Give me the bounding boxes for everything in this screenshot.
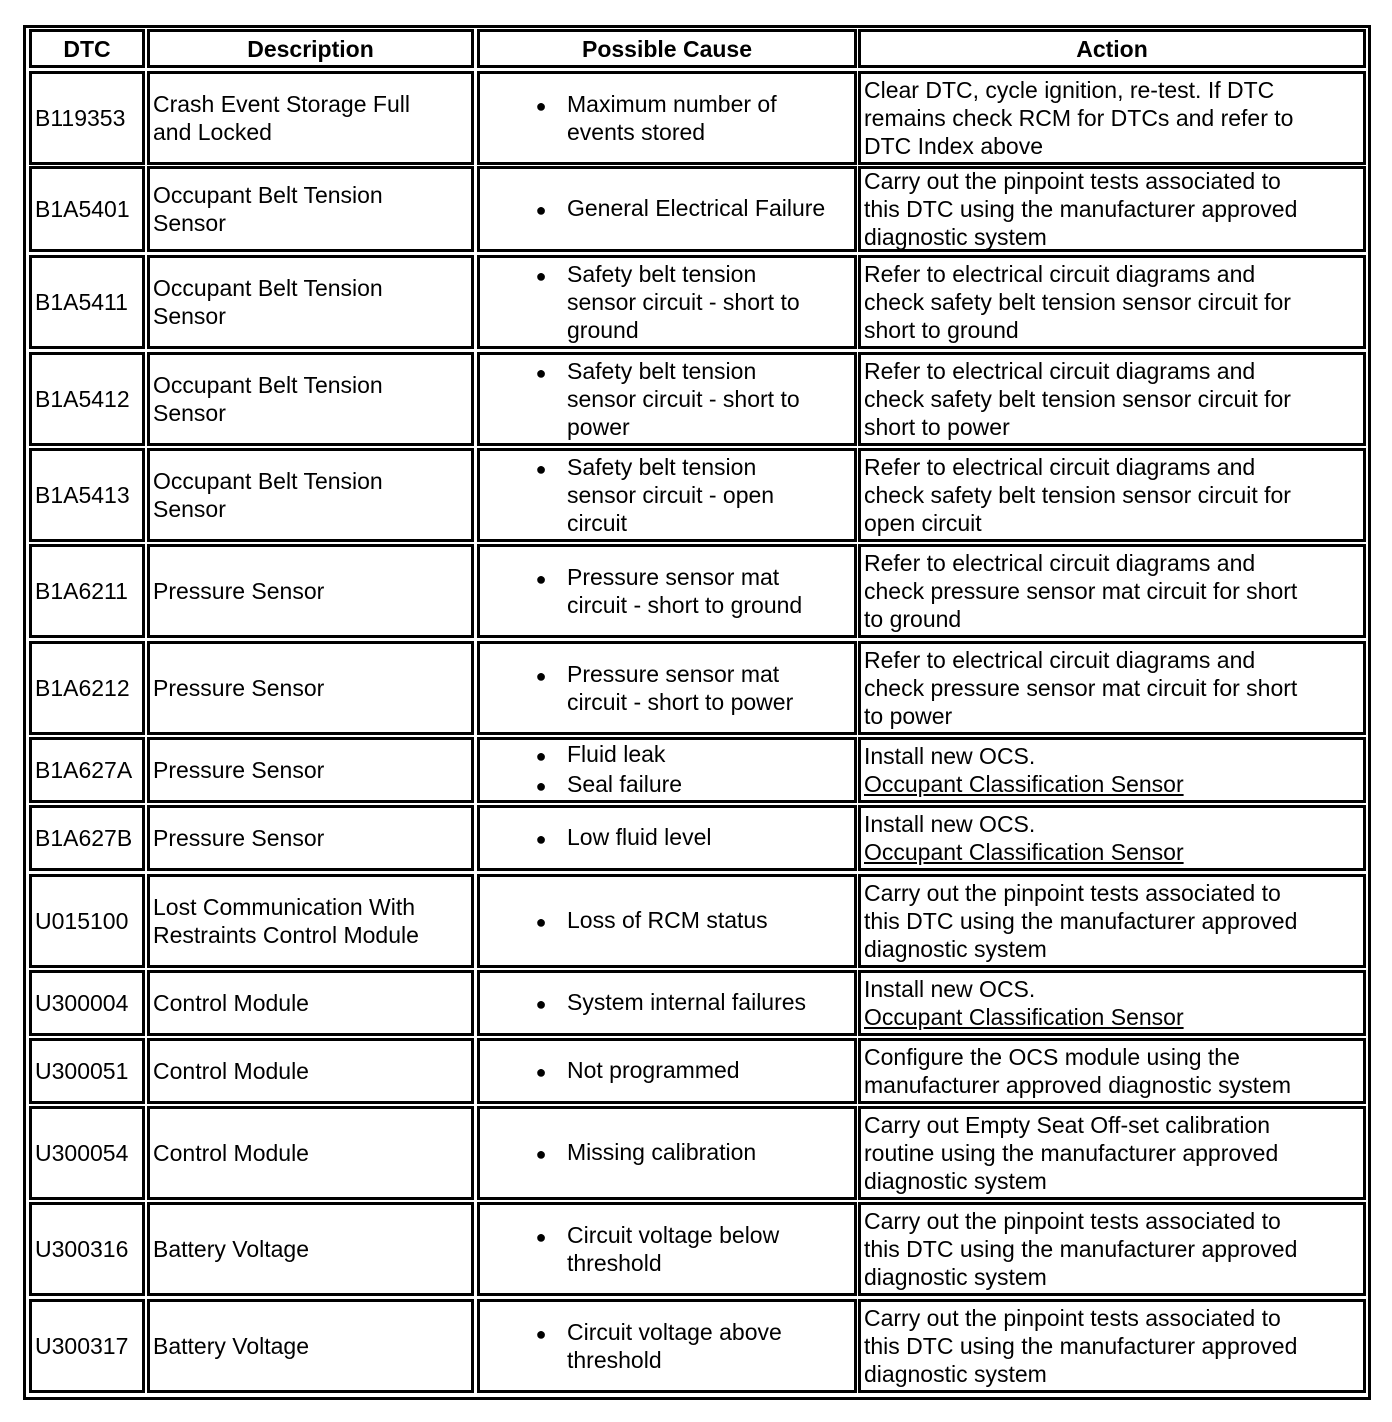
dtc-code: B1A6211 [29, 544, 145, 638]
action-text [858, 1106, 1366, 1200]
possible-cause [477, 166, 857, 252]
possible-cause [477, 737, 857, 803]
action-body: Carry out the pinpoint tests associated to this DTC using the manufacturer approved diagnostic system [864, 168, 1298, 250]
action-text [858, 448, 1366, 542]
header-description: Description [147, 29, 474, 68]
action-text [858, 255, 1366, 349]
action-body: Refer to electrical circuit diagrams and check safety belt tension sensor circuit for short to power [864, 358, 1291, 440]
cause-text: Loss of RCM status [567, 907, 768, 933]
cause-text: Circuit voltage above threshold [567, 1319, 782, 1373]
dtc-code: B1A5411 [29, 255, 145, 349]
action-text [858, 544, 1366, 638]
cause-item [480, 660, 854, 716]
bullet-icon [480, 453, 567, 483]
cause-text: Safety belt tension sensor circuit - open circuit [567, 454, 775, 536]
action-body: Install new OCS. [864, 743, 1036, 769]
action-body: Refer to electrical circuit diagrams and check pressure sensor mat circuit for short to ground [864, 550, 1298, 632]
action-body: Carry out the pinpoint tests associated to this DTC using the manufacturer approved diagnostic system [864, 1208, 1298, 1290]
dtc-description: Occupant Belt Tension Sensor [147, 255, 474, 349]
dtc-code: U300004 [29, 970, 145, 1036]
occupant-classification-sensor-link[interactable]: Occupant Classification Sensor [864, 839, 1184, 865]
bullet-icon [480, 988, 567, 1018]
cause-item [480, 906, 854, 936]
bullet-icon [480, 1318, 567, 1348]
dtc-description: Occupant Belt Tension Sensor [147, 448, 474, 542]
possible-cause [477, 448, 857, 542]
dtc-code: B1A627B [29, 805, 145, 871]
cause-item [480, 740, 854, 770]
header-dtc: DTC [29, 29, 145, 68]
dtc-code: B1A627A [29, 737, 145, 803]
cause-text: Seal failure [567, 771, 683, 797]
action-body: Install new OCS. [864, 976, 1036, 1002]
bullet-icon [480, 823, 567, 853]
action-body: Refer to electrical circuit diagrams and check safety belt tension sensor circuit for short to ground [864, 261, 1291, 343]
action-body: Configure the OCS module using the manufacturer approved diagnostic system [864, 1044, 1291, 1098]
dtc-description: Occupant Belt Tension Sensor [147, 166, 474, 252]
cause-item [480, 453, 854, 537]
dtc-description: Pressure Sensor [147, 737, 474, 803]
action-body: Carry out the pinpoint tests associated to this DTC using the manufacturer approved diagnostic system [864, 1305, 1298, 1387]
dtc-code: U300054 [29, 1106, 145, 1200]
action-text [858, 874, 1366, 968]
cause-item [480, 563, 854, 619]
possible-cause [477, 544, 857, 638]
cause-text: Circuit voltage below threshold [567, 1222, 780, 1276]
cause-text: System internal failures [567, 989, 807, 1015]
dtc-description: Control Module [147, 1106, 474, 1200]
action-text [858, 1202, 1366, 1296]
cause-item [480, 194, 854, 224]
action-body: Refer to electrical circuit diagrams and check pressure sensor mat circuit for short to power [864, 647, 1298, 729]
cause-text: General Electrical Failure [567, 195, 826, 221]
cause-item [480, 1138, 854, 1168]
cause-item [480, 1318, 854, 1374]
dtc-description: Pressure Sensor [147, 544, 474, 638]
bullet-icon [480, 1056, 567, 1086]
action-body: Install new OCS. [864, 811, 1036, 837]
dtc-description: Occupant Belt Tension Sensor [147, 352, 474, 446]
cause-text: Fluid leak [567, 741, 666, 767]
dtc-code: U015100 [29, 874, 145, 968]
dtc-code: B1A6212 [29, 641, 145, 735]
action-text [858, 805, 1366, 871]
header-action: Action [858, 29, 1366, 68]
dtc-code: B1A5413 [29, 448, 145, 542]
bullet-icon [480, 906, 567, 936]
cause-text: Maximum number of events stored [567, 91, 777, 145]
dtc-code: U300316 [29, 1202, 145, 1296]
dtc-description: Control Module [147, 1038, 474, 1104]
bullet-icon [480, 1138, 567, 1168]
possible-cause [477, 352, 857, 446]
action-text [858, 71, 1366, 165]
action-text [858, 1299, 1366, 1393]
possible-cause [477, 71, 857, 165]
action-text [858, 352, 1366, 446]
cause-text: Safety belt tension sensor circuit - short to ground [567, 261, 800, 343]
possible-cause [477, 1106, 857, 1200]
dtc-code: U300317 [29, 1299, 145, 1393]
dtc-description: Battery Voltage [147, 1299, 474, 1393]
action-text [858, 1038, 1366, 1104]
action-text [858, 737, 1366, 803]
cause-text: Pressure sensor mat circuit - short to power [567, 661, 794, 715]
possible-cause [477, 641, 857, 735]
action-body: Refer to electrical circuit diagrams and check safety belt tension sensor circuit for open circuit [864, 454, 1291, 536]
possible-cause [477, 874, 857, 968]
header-cause: Possible Cause [477, 29, 857, 68]
cause-item [480, 1221, 854, 1277]
bullet-icon [480, 770, 567, 800]
dtc-description: Lost Communication With Restraints Control Module [147, 874, 474, 968]
cause-item [480, 357, 854, 441]
dtc-description: Crash Event Storage Full and Locked [147, 71, 474, 165]
possible-cause [477, 805, 857, 871]
bullet-icon [480, 194, 567, 224]
possible-cause [477, 970, 857, 1036]
dtc-description: Pressure Sensor [147, 641, 474, 735]
dtc-description: Pressure Sensor [147, 805, 474, 871]
possible-cause [477, 255, 857, 349]
dtc-code: U300051 [29, 1038, 145, 1104]
action-body: Carry out the pinpoint tests associated to this DTC using the manufacturer approved diagnostic system [864, 880, 1298, 962]
cause-text: Low fluid level [567, 824, 712, 850]
cause-item [480, 1056, 854, 1086]
action-text [858, 970, 1366, 1036]
possible-cause [477, 1299, 857, 1393]
cause-item [480, 770, 854, 800]
dtc-code: B119353 [29, 71, 145, 165]
cause-item [480, 823, 854, 853]
bullet-icon [480, 90, 567, 120]
bullet-icon [480, 357, 567, 387]
cause-text: Not programmed [567, 1057, 740, 1083]
dtc-description: Control Module [147, 970, 474, 1036]
action-body: Carry out Empty Seat Off-set calibration routine using the manufacturer approved diagnostic system [864, 1112, 1279, 1194]
possible-cause [477, 1038, 857, 1104]
action-text [858, 641, 1366, 735]
bullet-icon [480, 260, 567, 290]
action-body: Clear DTC, cycle ignition, re-test. If DTC remains check RCM for DTCs and refer to DTC Index above [864, 77, 1294, 159]
bullet-icon [480, 1221, 567, 1251]
bullet-icon [480, 563, 567, 593]
possible-cause [477, 1202, 857, 1296]
cause-text: Pressure sensor mat circuit - short to ground [567, 564, 803, 618]
bullet-icon [480, 740, 567, 770]
cause-item [480, 988, 854, 1018]
cause-item [480, 90, 854, 146]
dtc-code: B1A5401 [29, 166, 145, 252]
bullet-icon [480, 660, 567, 690]
cause-text: Missing calibration [567, 1139, 757, 1165]
occupant-classification-sensor-link[interactable]: Occupant Classification Sensor [864, 771, 1184, 797]
occupant-classification-sensor-link[interactable]: Occupant Classification Sensor [864, 1004, 1184, 1030]
cause-text: Safety belt tension sensor circuit - short to power [567, 358, 800, 440]
dtc-description: Battery Voltage [147, 1202, 474, 1296]
action-text [858, 166, 1366, 252]
dtc-code: B1A5412 [29, 352, 145, 446]
cause-item [480, 260, 854, 344]
